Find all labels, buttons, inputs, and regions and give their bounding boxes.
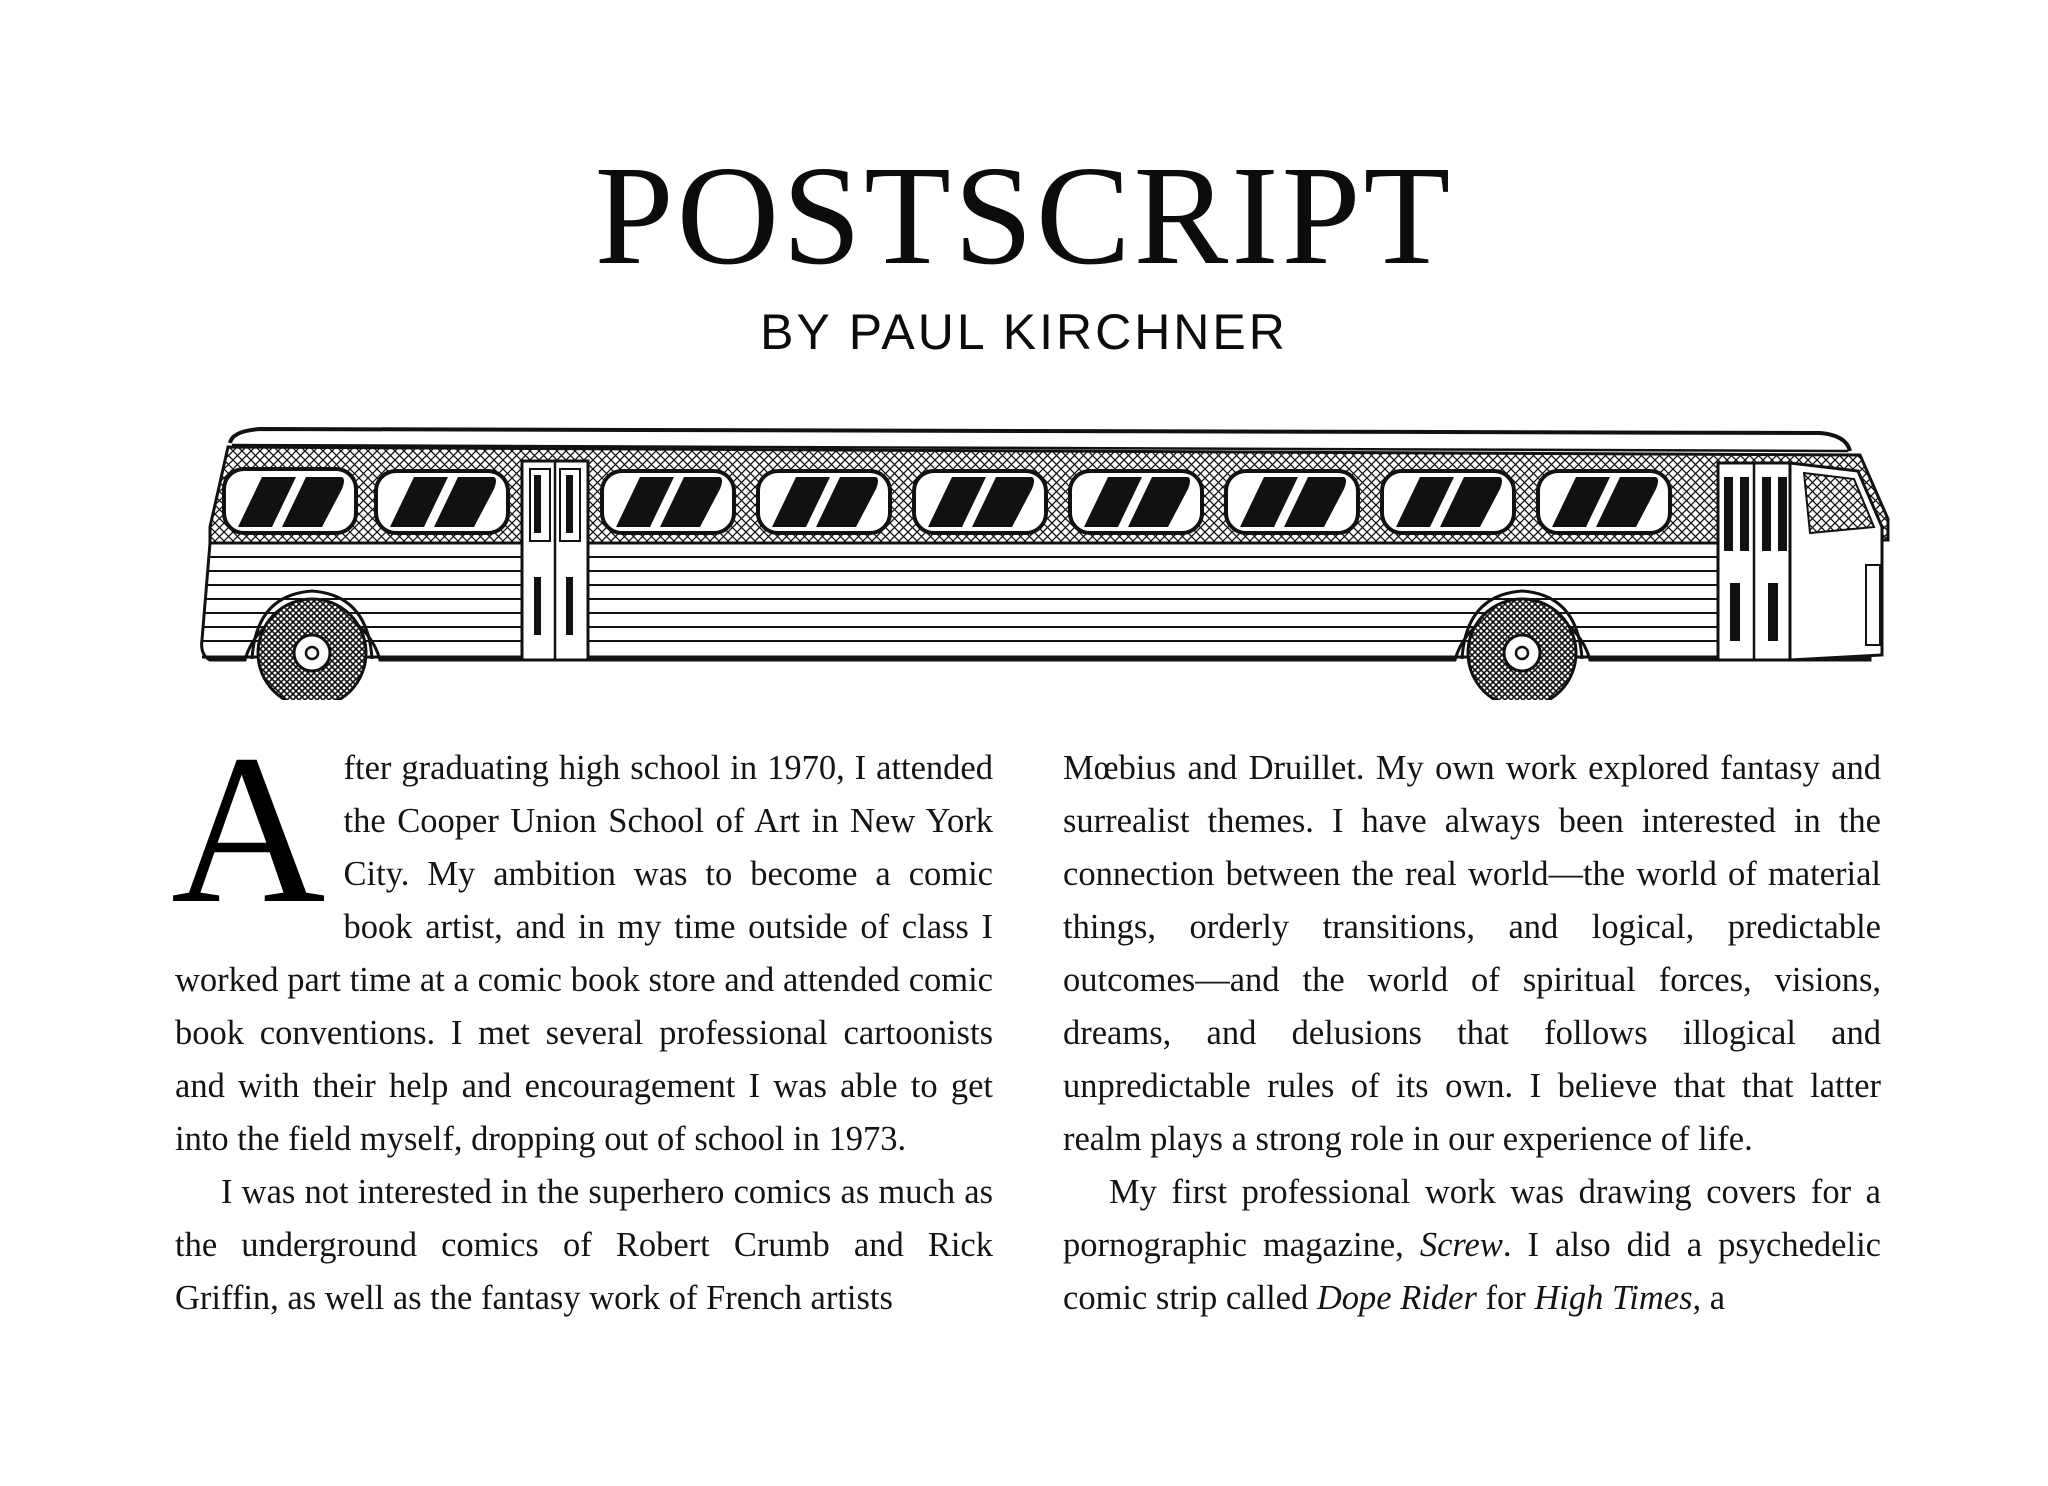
bus-illustration — [170, 415, 1890, 700]
text-segment: for — [1476, 1279, 1535, 1317]
author-byline: BY PAUL KIRCHNER — [760, 304, 1288, 360]
page-title: POSTSCRIPT — [594, 136, 1454, 294]
front-wheel — [1468, 599, 1576, 700]
text-segment: . I also did a psychedelic comic strip called — [1063, 1226, 1881, 1317]
text-segment: My first professional work was drawing covers for a pornographic magazine, — [1063, 1173, 1881, 1264]
paragraph-2: I was not interested in the superhero comics as much as the underground comics of Robert Crumb and Rick Griffin, as well as the fantasy work of French artists — [175, 1173, 993, 1317]
right-column — [1063, 742, 1881, 1325]
rear-wheel — [258, 599, 366, 700]
paragraph-1 — [171, 711, 993, 1166]
drop-cap: A — [171, 711, 326, 948]
left-column — [171, 711, 993, 1325]
text-segment: , a — [1692, 1279, 1726, 1317]
paragraph-3: Mœbius and Druillet. My own work explored fantasy and surrealist themes. I have always been interested in the connection between the real world—the world of material things, orderly transitions, and logical, predictable outcomes—and the world of spiritual forces, visions, dreams, and delusions that follows illogical and unpredictable rules of its own. I believe that that latter realm plays a strong role in our experience of life. — [1063, 749, 1881, 1158]
magazine-title-screw: Screw — [1419, 1226, 1503, 1264]
paragraph-1-text: fter graduating high school in 1970, I attended the Cooper Union School of Art in New York City. My ambition was to become a comic book artist, and in my time outside of class I worked part time at a comic book store and attended comic book conventions. I met several professional cartoonists and with their help and encouragement I was able to get into the field myself, dropping out of school in 1973. — [175, 749, 993, 1158]
magazine-title-high-times: High Times — [1534, 1279, 1693, 1317]
paragraph-4 — [1063, 1166, 1881, 1325]
strip-title-dope-rider: Dope Rider — [1316, 1279, 1477, 1317]
